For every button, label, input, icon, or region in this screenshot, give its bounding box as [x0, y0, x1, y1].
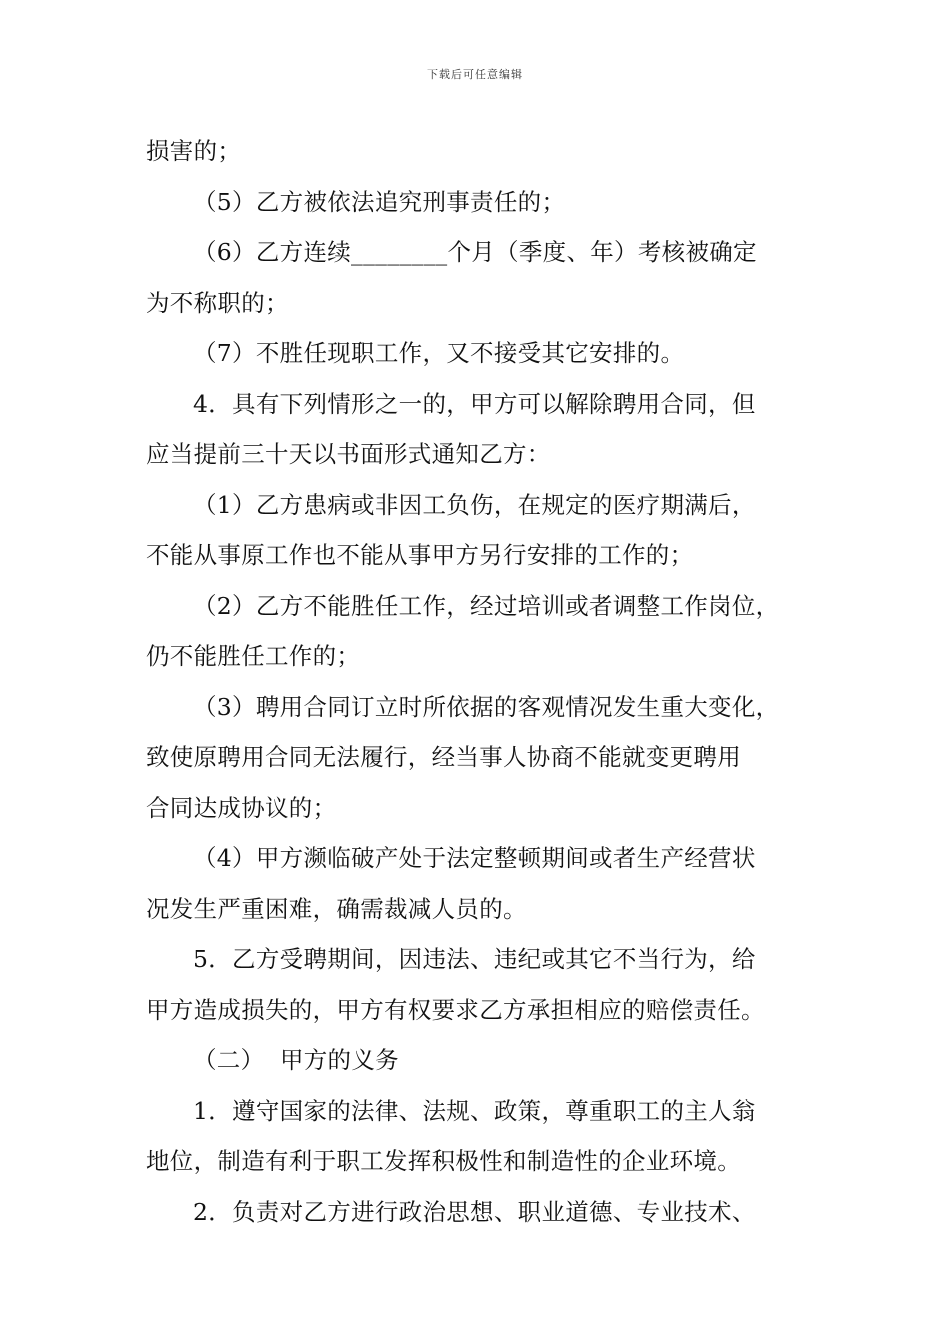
- paragraph-line: （3）聘用合同订立时所依据的客观情况发生重大变化，: [193, 692, 780, 721]
- paragraph-line: 地位，制造有利于职工发挥积极性和制造性的企业环境。: [146, 1147, 741, 1175]
- paragraph-line: （6）乙方连续________个月（季度、年）考核被确定: [193, 238, 757, 266]
- paragraph-line: 合同达成协议的；: [146, 793, 337, 822]
- paragraph-line: 应当提前三十天以书面形式通知乙方：: [146, 440, 551, 468]
- paragraph-line: （7）不胜任现职工作，又不接受其它安排的。: [193, 339, 685, 367]
- paragraph-line: 仍不能胜任工作的；: [146, 642, 361, 670]
- paragraph-line: 致使原聘用合同无法履行，经当事人协商不能就变更聘用: [146, 743, 741, 771]
- page-header: 下载后可任意编辑: [427, 68, 523, 81]
- paragraph-line: 不能从事原工作也不能从事甲方另行安排的工作的；: [146, 541, 694, 569]
- paragraph-line: 为不称职的；: [146, 288, 289, 317]
- paragraph-line: 损害的；: [146, 137, 242, 165]
- paragraph-line: （4）甲方濒临破产处于法定整顿期间或者生产经营状: [193, 844, 756, 872]
- section-heading: （二） 甲方的义务: [193, 1046, 399, 1074]
- paragraph-line: 4．具有下列情形之一的，甲方可以解除聘用合同，但: [193, 389, 756, 418]
- paragraph-line: 甲方造成损失的，甲方有权要求乙方承担相应的赔偿责任。: [146, 995, 765, 1024]
- paragraph-line: （1）乙方患病或非因工负伤，在规定的医疗期满后，: [193, 490, 756, 519]
- paragraph-line: （2）乙方不能胜任工作，经过培训或者调整工作岗位，: [193, 591, 780, 620]
- paragraph-line: 5．乙方受聘期间，因违法、违纪或其它不当行为，给: [193, 945, 756, 973]
- paragraph-line: （5）乙方被依法追究刑事责任的；: [193, 187, 566, 216]
- document-body: [146, 126, 814, 1237]
- paragraph-line: 2．负责对乙方进行政治思想、职业道德、专业技术、: [193, 1197, 756, 1226]
- paragraph-line: 1．遵守国家的法律、法规、政策，尊重职工的主人翁: [193, 1096, 756, 1125]
- paragraph-line: 况发生严重困难，确需裁减人员的。: [146, 894, 527, 923]
